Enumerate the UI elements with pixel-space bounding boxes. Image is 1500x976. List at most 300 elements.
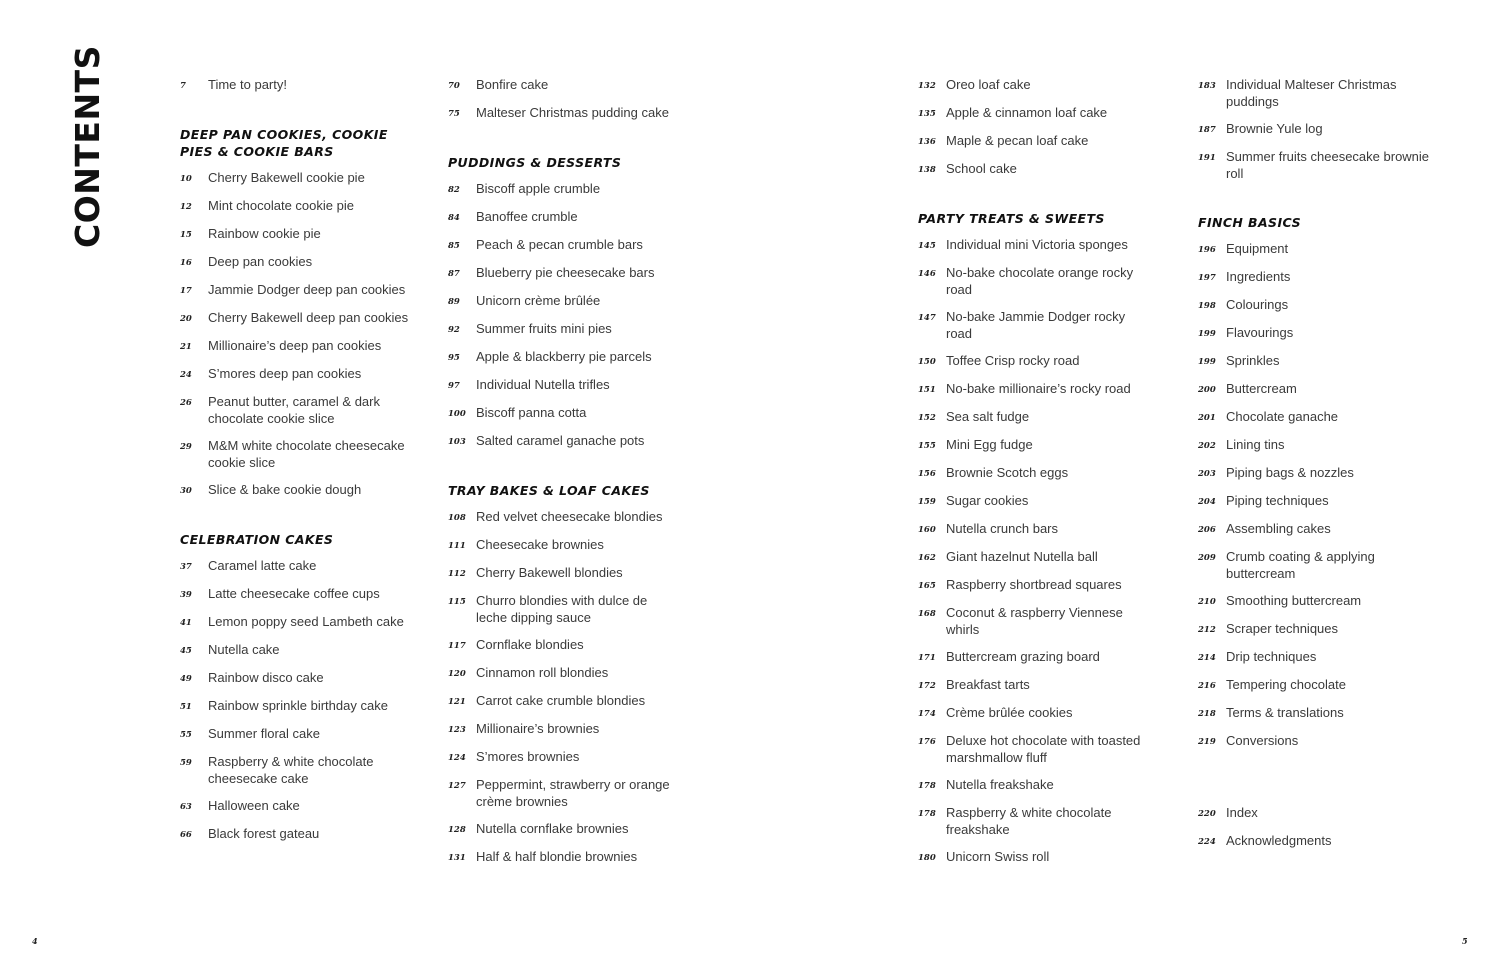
toc-entry-title: Smoothing buttercream	[1226, 593, 1362, 608]
toc-entry	[448, 636, 680, 654]
section-spacer	[918, 188, 1150, 210]
toc-entry-title: Summer fruits mini pies	[476, 321, 612, 336]
toc-entry-title: Individual mini Victoria sponges	[946, 237, 1128, 252]
toc-page-number: 115	[448, 597, 466, 607]
toc-page-number: 15	[180, 230, 192, 240]
toc-page-number: 127	[448, 781, 466, 791]
toc-entry	[1198, 324, 1430, 342]
toc-entry-title: Breakfast tarts	[946, 677, 1030, 692]
toc-page-number: 209	[1198, 553, 1216, 563]
toc-entry	[448, 592, 680, 626]
toc-entry	[1198, 492, 1430, 510]
contents-title-text: CONTENTS	[68, 45, 107, 248]
toc-page-number: 150	[918, 357, 936, 367]
toc-entry-title: Apple & blackberry pie parcels	[476, 349, 652, 364]
toc-page-number: 10	[180, 174, 192, 184]
toc-page-number: 29	[180, 442, 192, 452]
toc-entry-title: Lemon poppy seed Lambeth cake	[208, 614, 404, 629]
toc-entry	[180, 797, 412, 815]
toc-entry-title: Millionaire’s brownies	[476, 721, 600, 736]
toc-entry-title: Apple & cinnamon loaf cake	[946, 105, 1108, 120]
toc-entry	[1198, 832, 1430, 850]
toc-entry	[1198, 620, 1430, 638]
toc-entry-title: Oreo loaf cake	[946, 77, 1031, 92]
toc-page-number: 70	[448, 81, 460, 91]
toc-entry-title: Cherry Bakewell blondies	[476, 565, 623, 580]
toc-entry-title: Sprinkles	[1226, 353, 1280, 368]
toc-column-3	[918, 76, 1150, 876]
toc-entry	[448, 404, 680, 422]
toc-entry	[448, 692, 680, 710]
section-heading: DEEP PAN COOKIES, COOKIE PIES & COOKIE BARS	[180, 127, 388, 159]
toc-page-number: 55	[180, 730, 192, 740]
toc-page-number: 51	[180, 702, 192, 712]
section-heading: TRAY BAKES & LOAF CAKES	[448, 483, 650, 498]
toc-entry-title: Terms & translations	[1226, 705, 1344, 720]
toc-entry	[180, 825, 412, 843]
toc-page-number: 89	[448, 297, 460, 307]
toc-entry-title: No-bake Jammie Dodger rocky road	[946, 309, 1126, 341]
toc-entry	[448, 376, 680, 394]
toc-entry	[448, 348, 680, 366]
toc-entry-title: Cherry Bakewell deep pan cookies	[208, 310, 409, 325]
toc-entry	[180, 281, 412, 299]
toc-entry	[1198, 592, 1430, 610]
section-heading: PUDDINGS & DESSERTS	[448, 155, 622, 170]
toc-page-number: 206	[1198, 525, 1216, 535]
toc-page-number: 152	[918, 413, 936, 423]
page-number-left: 4	[32, 936, 38, 946]
toc-entry	[1198, 120, 1430, 138]
toc-column-1	[180, 76, 412, 853]
toc-entry-title: Colourings	[1226, 297, 1289, 312]
toc-entry-title: Nutella cake	[208, 642, 280, 657]
toc-entry	[918, 436, 1150, 454]
toc-page-number: 66	[180, 830, 192, 840]
toc-page-number: 108	[448, 513, 466, 523]
toc-entry	[448, 292, 680, 310]
toc-entry	[1198, 704, 1430, 722]
toc-page-number: 138	[918, 165, 936, 175]
toc-page-number: 146	[918, 269, 936, 279]
section-heading: FINCH BASICS	[1198, 215, 1302, 230]
toc-page-number: 7	[180, 81, 186, 91]
toc-entry-title: S’mores brownies	[476, 749, 580, 764]
toc-entry	[918, 804, 1150, 838]
toc-page-number: 128	[448, 825, 466, 835]
toc-entry	[448, 848, 680, 866]
section-spacer	[448, 460, 680, 482]
toc-page-number: 197	[1198, 273, 1216, 283]
toc-entry	[1198, 648, 1430, 666]
toc-entry-title: Mint chocolate cookie pie	[208, 198, 354, 213]
toc-page-number: 210	[1198, 597, 1216, 607]
toc-entry	[448, 208, 680, 226]
toc-entry-title: Halloween cake	[208, 798, 300, 813]
toc-entry-title: No-bake chocolate orange rocky road	[946, 265, 1134, 297]
toc-entry	[1198, 464, 1430, 482]
toc-entry-title: Raspberry & white chocolate cheesecake cake	[208, 754, 374, 786]
toc-page-number: 30	[180, 486, 192, 496]
toc-page-number: 121	[448, 697, 466, 707]
toc-page-number: 117	[448, 641, 466, 651]
toc-page-number: 203	[1198, 469, 1216, 479]
toc-entry	[180, 585, 412, 603]
toc-page-number: 85	[448, 241, 460, 251]
toc-entry	[448, 104, 680, 122]
toc-page-number: 159	[918, 497, 936, 507]
toc-entry-title: Crumb coating & applying buttercream	[1226, 549, 1375, 581]
toc-page-number: 20	[180, 314, 192, 324]
toc-column-2	[448, 76, 680, 876]
toc-entry	[1198, 436, 1430, 454]
toc-entry	[180, 557, 412, 575]
toc-entry-title: Ingredients	[1226, 269, 1291, 284]
toc-entry-title: Cheesecake brownies	[476, 537, 604, 552]
toc-entry	[1198, 352, 1430, 370]
toc-entry	[448, 432, 680, 450]
toc-page-number: 37	[180, 562, 192, 572]
toc-entry	[918, 160, 1150, 178]
toc-entry	[448, 664, 680, 682]
toc-entry	[1198, 380, 1430, 398]
toc-entry	[180, 337, 412, 355]
toc-page-number: 39	[180, 590, 192, 600]
toc-page-number: 155	[918, 441, 936, 451]
toc-entry	[1198, 296, 1430, 314]
toc-page-number: 178	[918, 781, 936, 791]
toc-entry-title: Brownie Scotch eggs	[946, 465, 1069, 480]
toc-entry	[918, 308, 1150, 342]
toc-entry-title: Blueberry pie cheesecake bars	[476, 265, 655, 280]
toc-page-number: 199	[1198, 357, 1216, 367]
toc-entry	[448, 236, 680, 254]
toc-page-number: 124	[448, 753, 466, 763]
toc-entry-title: Conversions	[1226, 733, 1299, 748]
toc-page-number: 216	[1198, 681, 1216, 691]
toc-entry-title: Summer fruits cheesecake brownie roll	[1226, 149, 1430, 181]
toc-entry	[918, 236, 1150, 254]
toc-entry-title: Index	[1226, 805, 1258, 820]
toc-entry-title: Carrot cake crumble blondies	[476, 693, 646, 708]
toc-entry-title: Individual Nutella trifles	[476, 377, 610, 392]
toc-page-number: 100	[448, 409, 466, 419]
toc-entry	[918, 492, 1150, 510]
toc-entry-title: Latte cheesecake coffee cups	[208, 586, 380, 601]
toc-entry-title: Peanut butter, caramel & dark chocolate cookie slice	[208, 394, 380, 426]
toc-page-number: 219	[1198, 737, 1216, 747]
toc-entry-title: M&M white chocolate cheesecake cookie slice	[208, 438, 405, 470]
toc-entry	[1198, 148, 1430, 182]
toc-page-number: 49	[180, 674, 192, 684]
toc-page-number: 132	[918, 81, 936, 91]
toc-entry-title: Rainbow sprinkle birthday cake	[208, 698, 388, 713]
toc-entry	[180, 437, 412, 471]
toc-entry-title: Nutella crunch bars	[946, 521, 1058, 536]
toc-entry-title: Peach & pecan crumble bars	[476, 237, 643, 252]
section-spacer	[448, 132, 680, 154]
section-spacer	[180, 104, 412, 126]
toc-page-number: 218	[1198, 709, 1216, 719]
toc-entry	[918, 132, 1150, 150]
section-spacer	[1198, 782, 1430, 804]
toc-page-number: 136	[918, 137, 936, 147]
toc-entry	[918, 648, 1150, 666]
toc-page-number: 212	[1198, 625, 1216, 635]
toc-page-number: 187	[1198, 125, 1216, 135]
toc-page-number: 145	[918, 241, 936, 251]
toc-entry	[918, 352, 1150, 370]
toc-entry-title: S’mores deep pan cookies	[208, 366, 362, 381]
toc-entry	[448, 720, 680, 738]
toc-entry-title: Acknowledgments	[1226, 833, 1332, 848]
toc-entry-title: Maple & pecan loaf cake	[946, 133, 1089, 148]
toc-page-number: 92	[448, 325, 460, 335]
toc-page-number: 12	[180, 202, 192, 212]
toc-entry-title: Lining tins	[1226, 437, 1285, 452]
toc-entry-title: Churro blondies with dulce de leche dipping sauce	[476, 593, 648, 625]
toc-entry-title: Chocolate ganache	[1226, 409, 1339, 424]
toc-entry-title: Salted caramel ganache pots	[476, 433, 645, 448]
toc-entry	[918, 576, 1150, 594]
toc-entry	[1198, 548, 1430, 582]
toc-entry	[180, 753, 412, 787]
toc-page-number: 183	[1198, 81, 1216, 91]
section-heading: CELEBRATION CAKES	[180, 532, 334, 547]
toc-entry	[448, 564, 680, 582]
toc-entry	[180, 393, 412, 427]
toc-entry-title: Peppermint, strawberry or orange crème brownies	[476, 777, 670, 809]
toc-entry-title: Rainbow cookie pie	[208, 226, 321, 241]
toc-entry	[1198, 804, 1430, 822]
toc-entry	[918, 464, 1150, 482]
toc-entry	[918, 520, 1150, 538]
toc-entry	[180, 309, 412, 327]
toc-entry	[448, 748, 680, 766]
toc-entry	[448, 264, 680, 282]
toc-entry-title: Red velvet cheesecake blondies	[476, 509, 663, 524]
toc-page-number: 17	[180, 286, 192, 296]
toc-page-number: 16	[180, 258, 192, 268]
toc-entry-title: Individual Malteser Christmas puddings	[1226, 77, 1397, 109]
toc-entry-title: Deep pan cookies	[208, 254, 313, 269]
toc-page-number: 156	[918, 469, 936, 479]
toc-page-number: 26	[180, 398, 192, 408]
toc-entry	[1198, 732, 1430, 750]
toc-page-number: 165	[918, 581, 936, 591]
toc-entry-title: Drip techniques	[1226, 649, 1317, 664]
toc-page-number: 168	[918, 609, 936, 619]
toc-page-number: 87	[448, 269, 460, 279]
toc-entry-title: Piping bags & nozzles	[1226, 465, 1354, 480]
toc-entry-title: Brownie Yule log	[1226, 121, 1323, 136]
toc-entry-title: Half & half blondie brownies	[476, 849, 638, 864]
toc-entry	[918, 848, 1150, 866]
toc-entry	[918, 604, 1150, 638]
toc-entry-title: Mini Egg fudge	[946, 437, 1033, 452]
toc-entry-title: Unicorn Swiss roll	[946, 849, 1050, 864]
toc-entry-title: Biscoff panna cotta	[476, 405, 587, 420]
toc-entry-title: Unicorn crème brûlée	[476, 293, 601, 308]
toc-page-number: 135	[918, 109, 936, 119]
toc-page-number: 120	[448, 669, 466, 679]
toc-entry-title: Sugar cookies	[946, 493, 1029, 508]
toc-entry-title: Summer floral cake	[208, 726, 320, 741]
toc-entry-title: Tempering chocolate	[1226, 677, 1346, 692]
page-number-right: 5	[1462, 936, 1468, 946]
toc-page-number: 24	[180, 370, 192, 380]
toc-entry-title: No-bake millionaire’s rocky road	[946, 381, 1131, 396]
toc-page-number: 204	[1198, 497, 1216, 507]
toc-entry	[918, 264, 1150, 298]
toc-entry-title: Malteser Christmas pudding cake	[476, 105, 669, 120]
toc-entry-title: Assembling cakes	[1226, 521, 1331, 536]
toc-entry	[180, 725, 412, 743]
toc-entry	[180, 613, 412, 631]
toc-entry-title: Sea salt fudge	[946, 409, 1030, 424]
toc-page-number: 198	[1198, 301, 1216, 311]
toc-entry-title: Scraper techniques	[1226, 621, 1339, 636]
toc-entry	[448, 180, 680, 198]
toc-entry	[918, 704, 1150, 722]
toc-page-number: 151	[918, 385, 936, 395]
toc-entry-title: Buttercream grazing board	[946, 649, 1100, 664]
toc-entry-title: Raspberry & white chocolate freakshake	[946, 805, 1112, 837]
toc-entry	[1198, 76, 1430, 110]
toc-entry-title: Bonfire cake	[476, 77, 549, 92]
toc-entry	[180, 481, 412, 499]
toc-entry	[180, 225, 412, 243]
toc-page-number: 59	[180, 758, 192, 768]
toc-page-number: 191	[1198, 153, 1216, 163]
toc-entry	[1198, 676, 1430, 694]
toc-page-number: 147	[918, 313, 936, 323]
toc-entry-title: School cake	[946, 161, 1017, 176]
toc-entry	[918, 776, 1150, 794]
toc-page-number: 200	[1198, 385, 1216, 395]
toc-entry	[180, 365, 412, 383]
toc-entry	[918, 104, 1150, 122]
toc-entry-title: Slice & bake cookie dough	[208, 482, 362, 497]
toc-page-number: 41	[180, 618, 192, 628]
section-heading: PARTY TREATS & SWEETS	[918, 211, 1105, 226]
toc-entry-title: Millionaire’s deep pan cookies	[208, 338, 382, 353]
toc-entry	[918, 548, 1150, 566]
toc-entry	[1198, 268, 1430, 286]
toc-entry	[918, 676, 1150, 694]
toc-page-number: 160	[918, 525, 936, 535]
toc-entry-title: Cherry Bakewell cookie pie	[208, 170, 365, 185]
toc-page-number: 178	[918, 809, 936, 819]
toc-page-number: 202	[1198, 441, 1216, 451]
toc-page-number: 176	[918, 737, 936, 747]
toc-entry-title: Cornflake blondies	[476, 637, 584, 652]
toc-entry	[180, 169, 412, 187]
toc-page-number: 97	[448, 381, 460, 391]
toc-page-number: 21	[180, 342, 192, 352]
toc-entry	[918, 76, 1150, 94]
toc-entry	[448, 776, 680, 810]
toc-page-number: 214	[1198, 653, 1216, 663]
toc-page-number: 220	[1198, 809, 1216, 819]
toc-entry-title: Buttercream	[1226, 381, 1297, 396]
toc-entry-title: Banoffee crumble	[476, 209, 578, 224]
toc-page-number: 171	[918, 653, 936, 663]
toc-entry-title: Coconut & raspberry Viennese whirls	[946, 605, 1123, 637]
toc-page-number: 172	[918, 681, 936, 691]
toc-page-number: 111	[448, 541, 466, 551]
toc-entry	[180, 197, 412, 215]
toc-entry	[180, 641, 412, 659]
toc-entry	[448, 820, 680, 838]
toc-entry-title: Nutella cornflake brownies	[476, 821, 629, 836]
toc-entry-title: Rainbow disco cake	[208, 670, 324, 685]
toc-entry	[918, 380, 1150, 398]
contents-title	[38, 45, 138, 248]
toc-column-4	[1198, 76, 1430, 860]
toc-entry-title: Time to party!	[208, 77, 287, 92]
toc-entry-title: Nutella freakshake	[946, 777, 1054, 792]
toc-entry	[448, 320, 680, 338]
toc-entry-title: Giant hazelnut Nutella ball	[946, 549, 1098, 564]
toc-page-number: 103	[448, 437, 466, 447]
toc-entry-title: Caramel latte cake	[208, 558, 317, 573]
toc-entry-title: Deluxe hot chocolate with toasted marshmallow fluff	[946, 733, 1141, 765]
toc-page-number: 131	[448, 853, 466, 863]
toc-entry	[1198, 520, 1430, 538]
toc-entry-title: Piping techniques	[1226, 493, 1329, 508]
toc-entry	[180, 669, 412, 687]
toc-entry	[1198, 408, 1430, 426]
toc-entry	[1198, 240, 1430, 258]
toc-entry-title: Jammie Dodger deep pan cookies	[208, 282, 406, 297]
toc-page-number: 45	[180, 646, 192, 656]
toc-entry	[180, 253, 412, 271]
toc-page-number: 84	[448, 213, 460, 223]
toc-page-number: 199	[1198, 329, 1216, 339]
section-spacer	[1198, 760, 1430, 782]
toc-entry	[918, 408, 1150, 426]
toc-entry	[918, 732, 1150, 766]
toc-page-number: 201	[1198, 413, 1216, 423]
toc-page-number: 180	[918, 853, 936, 863]
toc-entry-title: Crème brûlée cookies	[946, 705, 1073, 720]
toc-page-number: 95	[448, 353, 460, 363]
section-spacer	[180, 509, 412, 531]
toc-entry-title: Toffee Crisp rocky road	[946, 353, 1080, 368]
toc-page-number: 174	[918, 709, 936, 719]
toc-entry	[448, 76, 680, 94]
toc-page-number: 224	[1198, 837, 1216, 847]
toc-page-number: 63	[180, 802, 192, 812]
toc-entry	[448, 536, 680, 554]
toc-entry	[180, 76, 412, 94]
toc-page-number: 196	[1198, 245, 1216, 255]
toc-page-number: 162	[918, 553, 936, 563]
toc-entry	[180, 697, 412, 715]
toc-page-number: 75	[448, 109, 460, 119]
toc-entry-title: Black forest gateau	[208, 826, 320, 841]
toc-entry	[448, 508, 680, 526]
toc-page-number: 123	[448, 725, 466, 735]
toc-entry-title: Flavourings	[1226, 325, 1294, 340]
toc-entry-title: Equipment	[1226, 241, 1289, 256]
toc-entry-title: Biscoff apple crumble	[476, 181, 601, 196]
section-spacer	[1198, 192, 1430, 214]
toc-entry-title: Raspberry shortbread squares	[946, 577, 1122, 592]
toc-page-number: 112	[448, 569, 466, 579]
toc-page-number: 82	[448, 185, 460, 195]
